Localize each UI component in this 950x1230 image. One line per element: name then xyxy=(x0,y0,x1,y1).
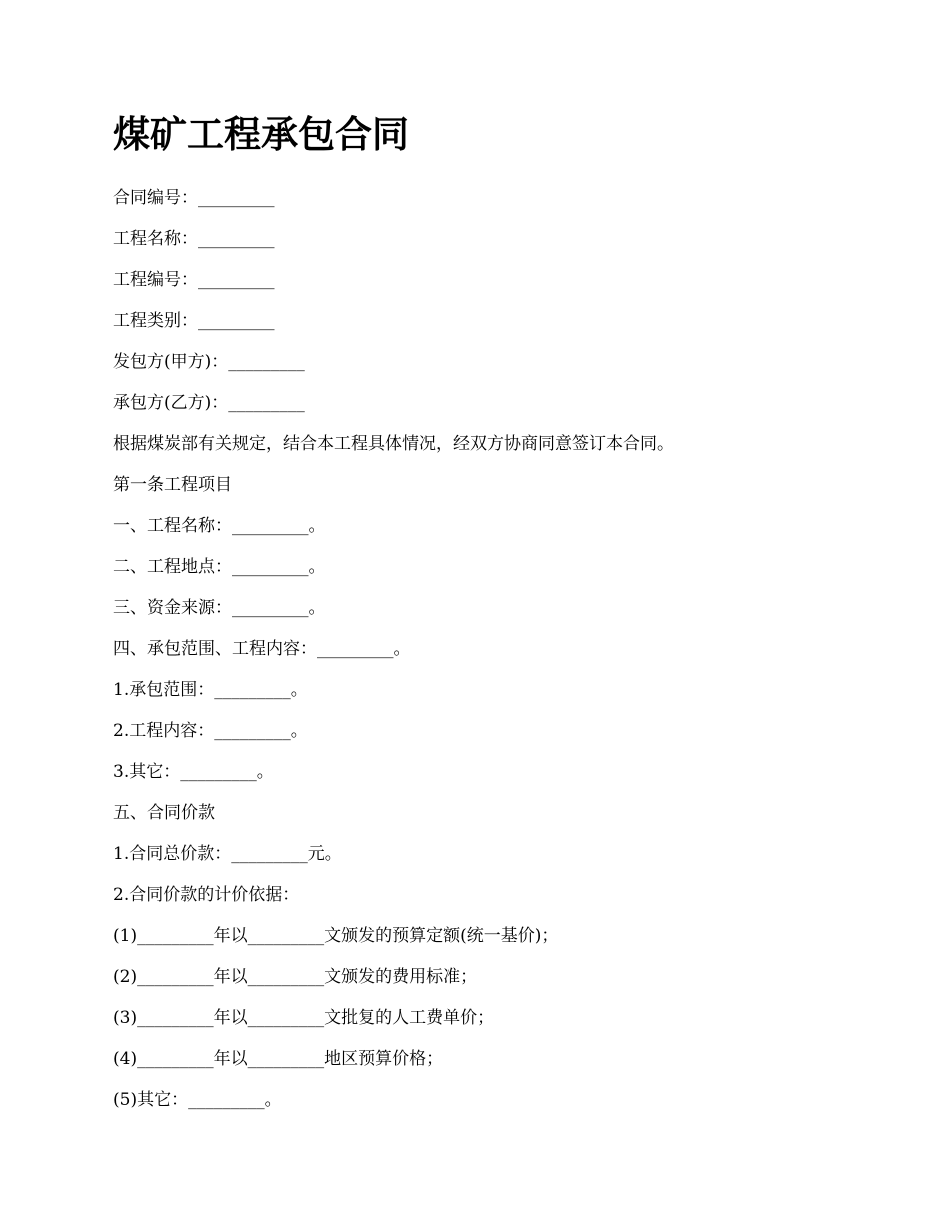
party-a-line: 发包方(甲方)：_________ xyxy=(113,352,305,372)
scope-subitem-3: 3.其它：_________。 xyxy=(113,762,274,782)
project-name-line: 工程名称：_________ xyxy=(113,229,275,249)
document-page xyxy=(113,108,853,1121)
party-b-line: 承包方(乙方)：_________ xyxy=(113,393,305,413)
article-1-item-3: 三、资金来源：_________。 xyxy=(113,598,326,618)
section-5-heading: 五、合同价款 xyxy=(113,803,215,823)
pricing-basis-4: (4)_________年以_________地区预算价格； xyxy=(113,1049,444,1069)
project-number-line: 工程编号：_________ xyxy=(113,270,275,290)
price-item-2: 2.合同价款的计价依据： xyxy=(113,885,300,905)
pricing-basis-2: (2)_________年以_________文颁发的费用标准； xyxy=(113,967,478,987)
article-1-item-4: 四、承包范围、工程内容：_________。 xyxy=(113,639,411,659)
preamble-paragraph: 根据煤炭部有关规定，结合本工程具体情况，经双方协商同意签订本合同。 xyxy=(113,434,674,454)
contract-number-line: 合同编号：_________ xyxy=(113,188,275,208)
document-title: 煤矿工程承包合同 xyxy=(113,112,409,156)
pricing-basis-5: (5)其它：_________。 xyxy=(113,1090,282,1110)
pricing-basis-1: (1)_________年以_________文颁发的预算定额(统一基价)； xyxy=(113,926,559,946)
price-item-1: 1.合同总价款：_________元。 xyxy=(113,844,342,864)
project-category-line: 工程类别：_________ xyxy=(113,311,275,331)
scope-subitem-1: 1.承包范围：_________。 xyxy=(113,680,308,700)
pricing-basis-3: (3)_________年以_________文批复的人工费单价； xyxy=(113,1008,495,1028)
scope-subitem-2: 2.工程内容：_________。 xyxy=(113,721,308,741)
article-1-heading: 第一条工程项目 xyxy=(113,475,232,495)
article-1-item-1: 一、工程名称：_________。 xyxy=(113,516,326,536)
article-1-item-2: 二、工程地点：_________。 xyxy=(113,557,326,577)
